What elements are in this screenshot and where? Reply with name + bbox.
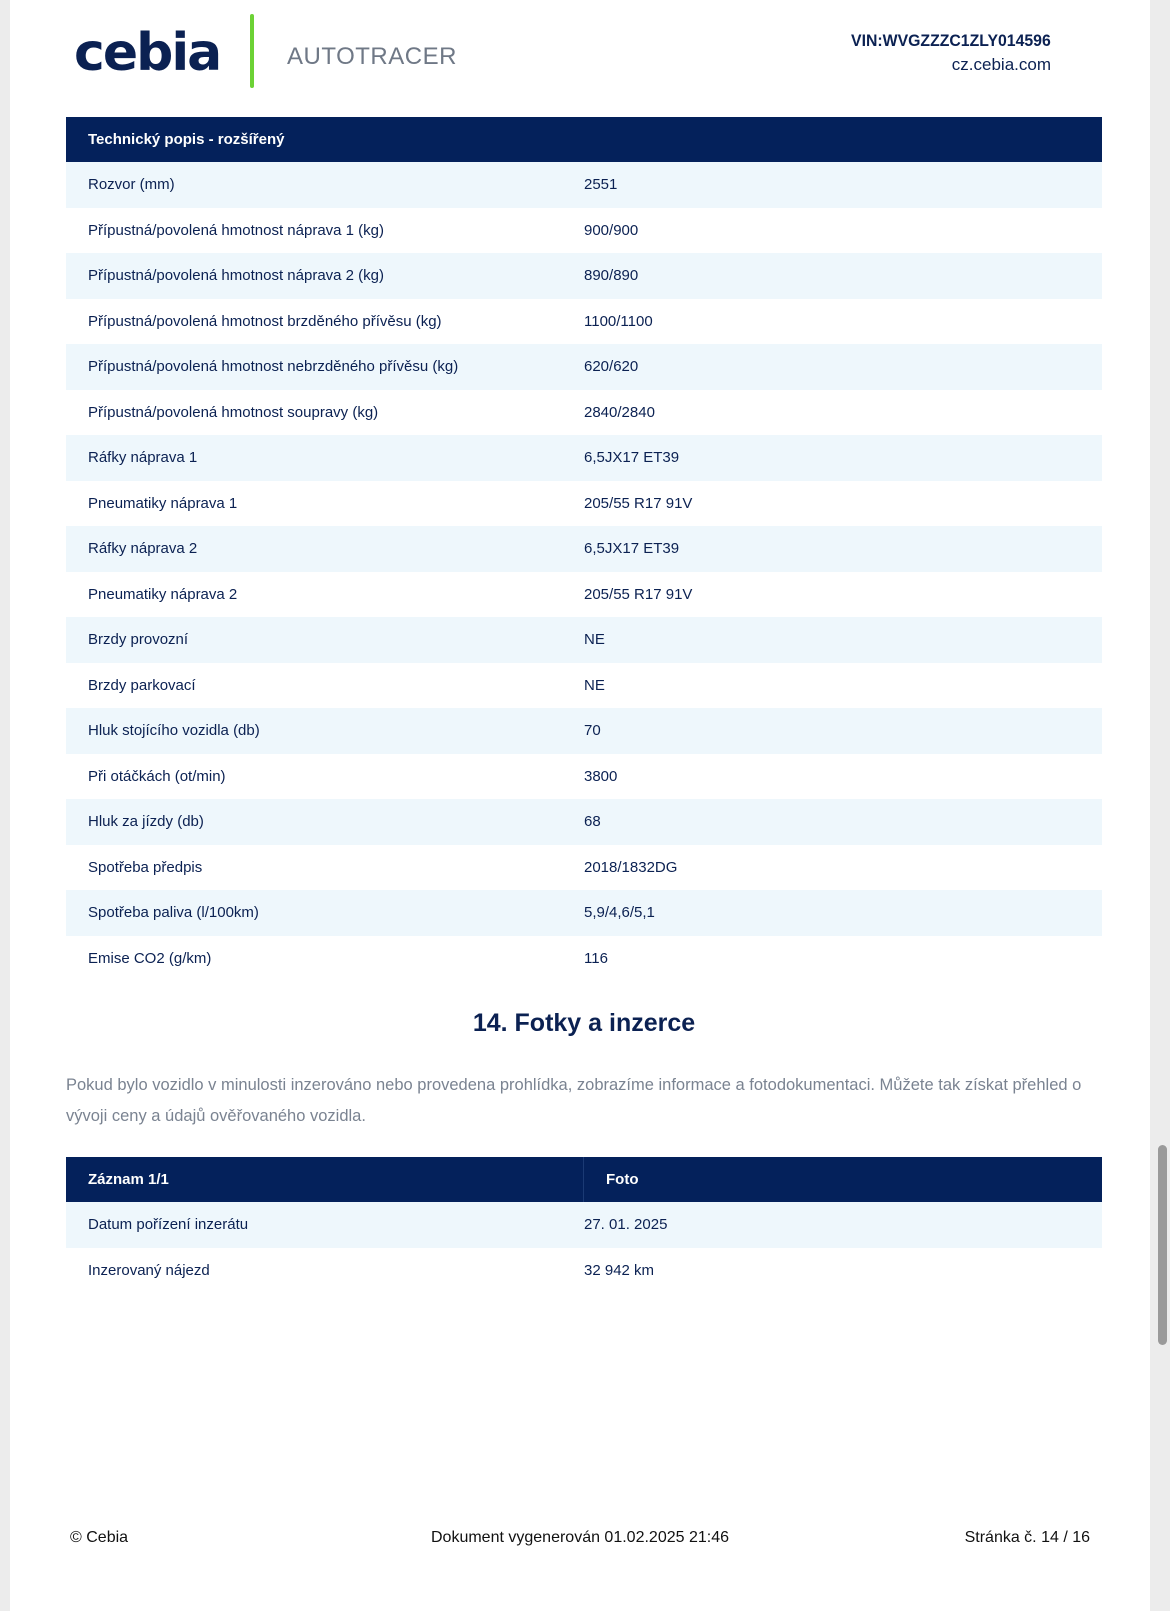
table-row — [66, 344, 1102, 390]
row-value: 5,9/4,6/5,1 — [584, 904, 655, 922]
row-value: NE — [584, 676, 605, 694]
row-label: Spotřeba předpis — [88, 858, 203, 876]
row-value: NE — [584, 631, 605, 649]
row-value: 2840/2840 — [584, 403, 655, 421]
row-value: 116 — [584, 949, 608, 967]
table-row — [66, 162, 1102, 208]
row-value: 6,5JX17 ET39 — [584, 449, 680, 467]
row-label: Přípustná/povolená hmotnost soupravy (kg) — [88, 403, 379, 421]
table-row — [66, 1248, 1102, 1294]
table-row — [66, 435, 1102, 481]
row-label: Přípustná/povolená hmotnost brzděného přívěsu (kg) — [88, 312, 442, 330]
row-value: 68 — [584, 813, 601, 831]
footer-generated: Dokument vygenerován 01.02.2025 21:46 — [431, 1529, 729, 1546]
table-row — [66, 481, 1102, 527]
logo-divider — [250, 14, 254, 88]
row-label: Datum pořízení inzerátu — [88, 1216, 249, 1234]
table-body — [66, 162, 1102, 981]
row-label: Brzdy provozní — [88, 631, 189, 649]
table-row — [66, 890, 1102, 936]
row-value: 620/620 — [584, 358, 639, 376]
vin-label: VIN:WVGZZZC1ZLY014596 — [851, 31, 1051, 50]
site-link[interactable]: cz.cebia.com — [951, 55, 1051, 74]
table-body — [66, 1202, 1102, 1293]
row-label: Rozvor (mm) — [88, 176, 175, 194]
row-label: Přípustná/povolená hmotnost náprava 1 (kg) — [88, 221, 385, 239]
table-header-photo: Foto — [606, 1171, 639, 1188]
row-label: Emise CO2 (g/km) — [88, 949, 212, 967]
table-row — [66, 617, 1102, 663]
row-label: Přípustná/povolená hmotnost nebrzděného přívěsu (kg) — [88, 358, 459, 376]
scrollbar-thumb[interactable] — [1158, 1145, 1167, 1345]
row-label: Inzerovaný nájezd — [88, 1261, 210, 1279]
row-value: 2018/1832DG — [584, 858, 678, 876]
table-row — [66, 572, 1102, 618]
tech-description-table — [66, 117, 1102, 981]
table-row — [66, 208, 1102, 254]
logo-subtitle: AUTOTRACER — [287, 43, 457, 70]
row-value: 3800 — [584, 767, 618, 785]
section-description: Pokud bylo vozidlo v minulosti inzerováno nebo provedena prohlídka, zobrazíme informace a fotodokumentaci. Můžete tak získat přehled o vývoji ceny a údajů ověřovaného vozidla. — [66, 1076, 1082, 1125]
footer-page-number: Stránka č. 14 / 16 — [964, 1529, 1090, 1546]
table-row — [66, 845, 1102, 891]
table-header-title: Technický popis - rozšířený — [88, 131, 285, 148]
row-label: Při otáčkách (ot/min) — [88, 767, 226, 785]
page-footer — [10, 1527, 1150, 1549]
cebia-logo: cebia — [74, 23, 221, 83]
row-label: Brzdy parkovací — [88, 676, 196, 694]
row-label: Spotřeba paliva (l/100km) — [88, 904, 259, 922]
row-value: 70 — [584, 722, 601, 740]
row-label: Přípustná/povolená hmotnost náprava 2 (kg) — [88, 267, 385, 285]
row-value: 1100/1100 — [584, 312, 653, 330]
table-row — [66, 253, 1102, 299]
section-title: 14. Fotky a inzerce — [472, 1009, 696, 1037]
scrollbar[interactable] — [1154, 0, 1170, 1611]
table-row — [66, 299, 1102, 345]
footer-copyright: © Cebia — [70, 1529, 129, 1546]
row-value: 205/55 R17 91V — [584, 494, 693, 512]
report-page — [10, 0, 1150, 1611]
row-label: Pneumatiky náprava 1 — [88, 494, 238, 512]
row-value: 32 942 km — [584, 1261, 655, 1279]
row-value: 6,5JX17 ET39 — [584, 540, 680, 558]
row-value: 2551 — [584, 176, 618, 194]
table-row — [66, 799, 1102, 845]
ads-table — [66, 1157, 1102, 1293]
row-label: Hluk stojícího vozidla (db) — [88, 722, 260, 740]
table-row — [66, 390, 1102, 436]
table-row — [66, 708, 1102, 754]
row-label: Ráfky náprava 2 — [88, 540, 198, 558]
table-header-record: Záznam 1/1 — [66, 1157, 584, 1202]
row-label: Ráfky náprava 1 — [88, 449, 198, 467]
table-row — [66, 526, 1102, 572]
table-row — [66, 1202, 1102, 1248]
table-row — [66, 663, 1102, 709]
table-row — [66, 754, 1102, 800]
row-label: Pneumatiky náprava 2 — [88, 585, 238, 603]
row-value: 27. 01. 2025 — [584, 1216, 668, 1234]
row-value: 900/900 — [584, 221, 639, 239]
table-header — [66, 1157, 1102, 1202]
page-header — [10, 0, 1150, 110]
table-header — [66, 117, 1102, 162]
row-value: 890/890 — [584, 267, 639, 285]
row-value: 205/55 R17 91V — [584, 585, 693, 603]
table-row — [66, 936, 1102, 982]
row-label: Hluk za jízdy (db) — [88, 813, 204, 831]
